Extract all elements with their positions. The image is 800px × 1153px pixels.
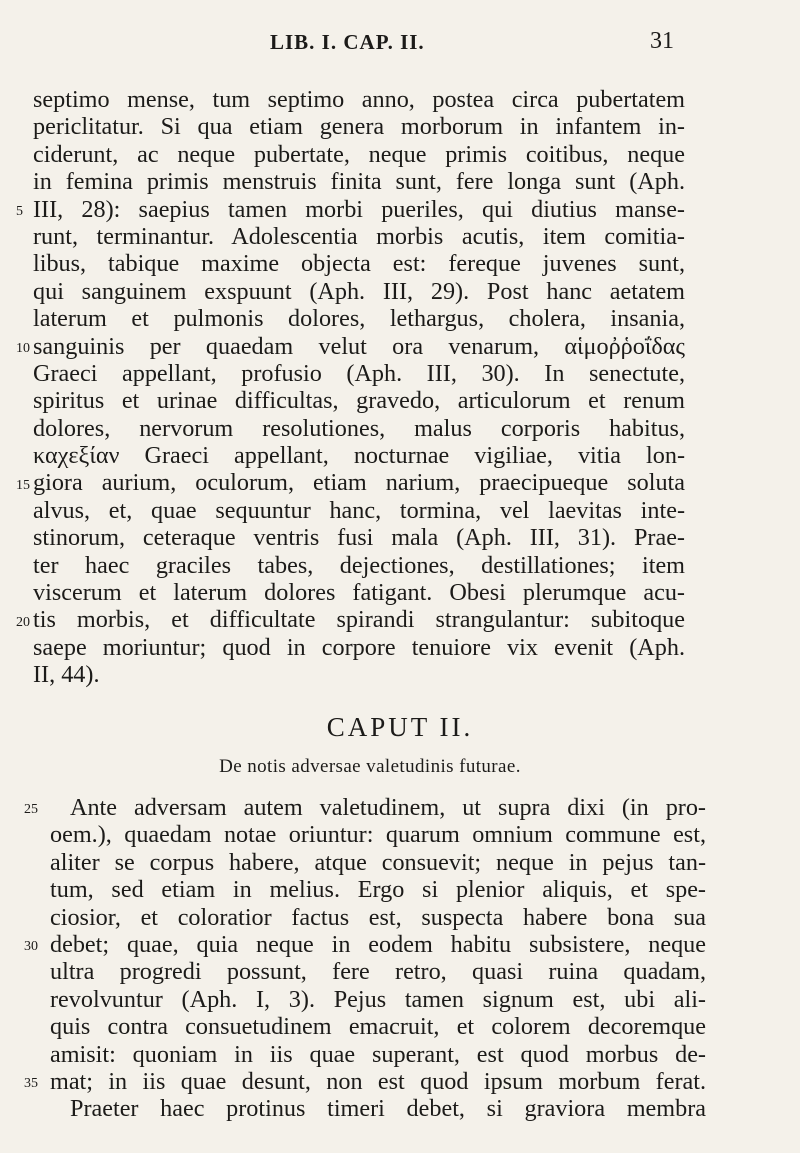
line-number: 35 xyxy=(24,1076,38,1091)
line-number: 15 xyxy=(16,477,30,493)
text-line: stinorum, ceteraque ventris fusi mala (Aph. III, 31). Prae- xyxy=(33,524,685,552)
text-line: sanguinis per quaedam velut ora venarum, αἱμοῤῥοΐδας xyxy=(33,332,685,360)
page-number: 31 xyxy=(650,28,674,54)
chapter-subtitle: De notis adversae valetudinis futurae. xyxy=(219,756,521,777)
text-line: libus, tabique maxime objecta est: fereque juvenes sunt, xyxy=(33,250,685,278)
text-line: Graeci appellant, profusio (Aph. III, 30). In senectute, xyxy=(33,359,685,387)
text-line: viscerum et laterum dolores fatigant. Obesi plerumque acu- xyxy=(33,579,685,607)
text-line: alvus, et, quae sequuntur hanc, tormina, vel laevitas inte- xyxy=(33,496,685,524)
text-block-1 xyxy=(33,86,685,689)
text-line: giora aurium, oculorum, etiam narium, praecipueque soluta xyxy=(33,469,685,497)
chapter-title: CAPUT II. xyxy=(326,712,474,742)
text-line: ciosior, et coloratior factus est, suspecta habere bona sua xyxy=(50,903,706,931)
running-head: LIB. I. CAP. II. xyxy=(270,30,425,54)
text-line: quis contra consuetudinem emacruit, et colorem decoremque xyxy=(50,1013,706,1041)
text-line: septimo mense, tum septimo anno, postea circa pubertatem xyxy=(33,86,685,113)
text-line: tis morbis, et difficultate spirandi strangulantur: subitoque xyxy=(33,606,685,634)
text-line: saepe moriuntur; quod in corpore tenuiore vix evenit (Aph. xyxy=(33,633,685,661)
line-number: 5 xyxy=(16,203,23,219)
text-block-2 xyxy=(50,794,706,1123)
text-line: dolores, nervorum resolutiones, malus corporis habitus, xyxy=(33,414,685,442)
line-number: 10 xyxy=(16,340,30,356)
text-line: Ante adversam autem valetudinem, ut supra dixi (in pro- xyxy=(70,794,706,821)
text-line: mat; in iis quae desunt, non est quod ipsum morbum ferat. xyxy=(50,1067,706,1095)
text-line: periclitatur. Si qua etiam genera morborum in infantem in- xyxy=(33,113,685,141)
line-number: 30 xyxy=(24,939,38,954)
text-line: καχεξίαν Graeci appellant, nocturnae vigiliae, vitia lon- xyxy=(33,442,685,470)
text-line: III, 28): saepius tamen morbi pueriles, qui diutius manse- xyxy=(33,195,685,223)
text-line: runt, terminantur. Adolescentia morbis acutis, item comitia- xyxy=(33,222,685,250)
text-line: oem.), quaedam notae oriuntur: quarum omnium commune est, xyxy=(50,821,706,849)
text-line: revolvuntur (Aph. I, 3). Pejus tamen signum est, ubi ali- xyxy=(50,985,706,1013)
line-number: 25 xyxy=(24,802,38,817)
text-line: amisit: quoniam in iis quae superant, est quod morbus de- xyxy=(50,1040,706,1068)
text-line: qui sanguinem exspuunt (Aph. III, 29). Post hanc aetatem xyxy=(33,277,685,305)
text-line: tum, sed etiam in melius. Ergo si plenior aliquis, et spe- xyxy=(50,876,706,904)
line-number: 20 xyxy=(16,614,30,630)
text-line: laterum et pulmonis dolores, lethargus, cholera, insania, xyxy=(33,305,685,333)
text-line: Praeter haec protinus timeri debet, si graviora membra xyxy=(70,1095,706,1123)
text-line: debet; quae, quia neque in eodem habitu subsistere, neque xyxy=(50,930,706,958)
text-line: ultra progredi possunt, fere retro, quasi ruina quadam, xyxy=(50,958,706,986)
text-line: aliter se corpus habere, atque consuevit; neque in pejus tan- xyxy=(50,848,706,876)
text-line: spiritus et urinae difficultas, gravedo, articulorum et renum xyxy=(33,387,685,415)
text-line: ter haec graciles tabes, dejectiones, destillationes; item xyxy=(33,551,685,579)
text-line: II, 44). xyxy=(33,661,100,689)
text-line: in femina primis menstruis finita sunt, fere longa sunt (Aph. xyxy=(33,168,685,196)
text-line: ciderunt, ac neque pubertate, neque primis coitibus, neque xyxy=(33,140,685,168)
